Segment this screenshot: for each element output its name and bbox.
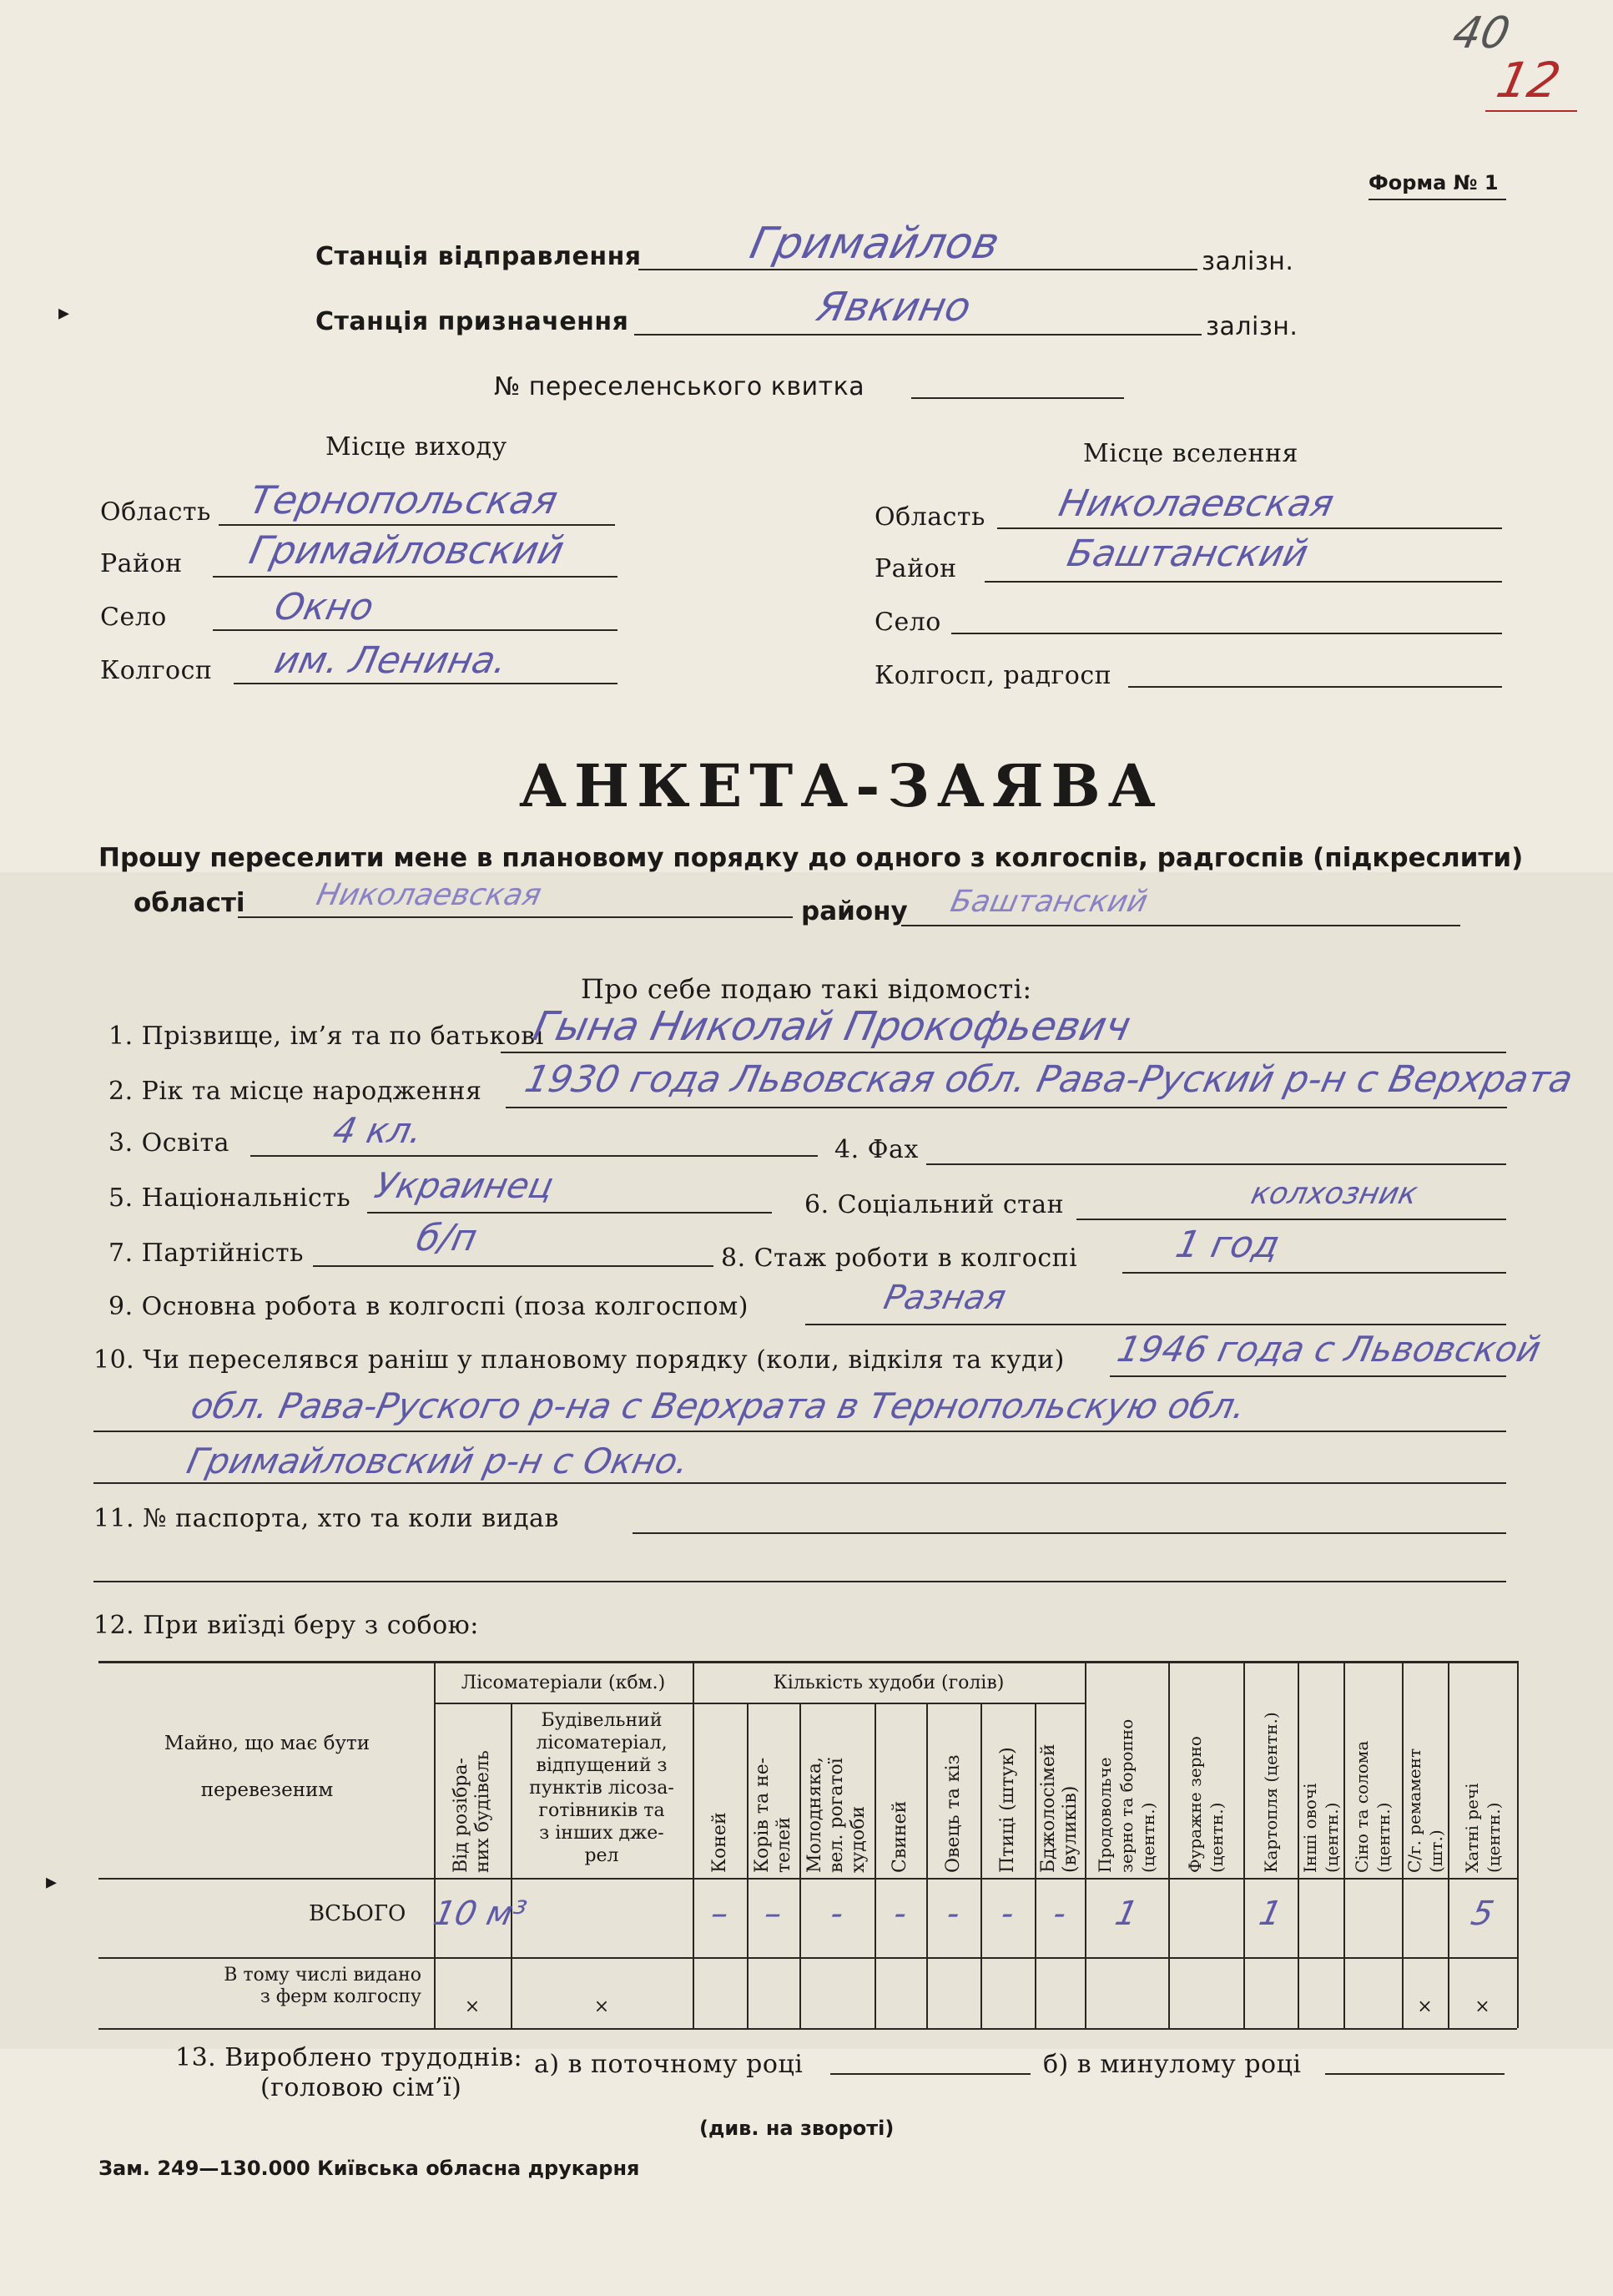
livestock-group-underline (693, 1703, 1085, 1704)
ticket-line (911, 397, 1124, 399)
workdays-label: 13. Вироблено трудоднів: (175, 2043, 523, 2072)
form-title: АНКЕТА-ЗАЯВА (519, 751, 1163, 820)
field-11-label: 11. № паспорта, хто та коли видав (93, 1504, 559, 1533)
timber-group-label: Лісоматеріали (кбм.) (461, 1673, 666, 1693)
dest-kolgosp-line (1128, 686, 1502, 688)
field-1-label: 1. Прізвище, ім’я та по батькові (108, 1022, 544, 1051)
table-column-header: Бджолосімей (вуликів) (1038, 1743, 1081, 1873)
field-9-value: Разная (880, 1279, 1010, 1317)
table-column-line (1448, 1661, 1449, 2028)
workdays-a-line (830, 2073, 1031, 2075)
field-10-label: 10. Чи переселявся раніш у плановому порядку (коли, відкіля та куди) (93, 1345, 1065, 1375)
table-cell: - (890, 1895, 911, 1933)
table-cell: – (707, 1895, 733, 1933)
field-10-value-line-1: 1946 года с Львовской (1113, 1329, 1545, 1370)
field-4-label: 4. Фах (834, 1135, 919, 1164)
dest-raion-line (985, 581, 1502, 583)
origin-heading: Місце виходу (325, 432, 507, 462)
destination-line (634, 334, 1202, 336)
table-column-line (980, 1703, 982, 2028)
workdays-b-label: б) в минулому році (1043, 2050, 1302, 2079)
field-2-value: 1930 года Львовская обл. Рава-Руский р-н с Верхрата (521, 1058, 1577, 1101)
destination-station-value: Явкино (813, 284, 975, 331)
request-raion-value: Баштанский (947, 885, 1151, 919)
field-10-line-2 (93, 1431, 1506, 1432)
departure-station-label: Станція відправлення (315, 242, 642, 271)
table-column-header: Коней (708, 1812, 730, 1873)
table-column-header: Від розібра- них будівель (451, 1750, 493, 1873)
table-bottom-border (98, 2028, 1517, 2030)
dest-raion-value: Баштанский (1063, 532, 1313, 575)
table-column-header: Свиней (890, 1800, 910, 1873)
table-column-header: Будівельний лісоматеріал, відпущений з пунктів лісоза- готівників та з інших дже- рел (529, 1710, 674, 1866)
table-column-header: Картопля (центн.) (1260, 1712, 1281, 1873)
origin-kolgosp-label: Колгосп (100, 656, 213, 685)
field-5-line (367, 1212, 772, 1214)
table-cell: - (997, 1895, 1018, 1933)
table-column-line (693, 1661, 694, 2028)
departure-line (638, 269, 1197, 270)
folio-underline (1485, 110, 1577, 112)
request-oblast-label: області (134, 888, 245, 918)
table-cell: 1 (1255, 1895, 1286, 1933)
table-column-line (511, 1703, 512, 2028)
field-4-line (926, 1163, 1506, 1165)
field-9-line (805, 1324, 1506, 1325)
field-3-value: 4 кл. (329, 1110, 426, 1151)
field-11-line-2 (93, 1581, 1506, 1582)
table-cell: - (1049, 1895, 1071, 1933)
dest-raion-label: Район (875, 554, 957, 583)
field-6-value: колхозник (1248, 1177, 1421, 1211)
dest-oblast-value: Николаевская (1055, 482, 1338, 525)
origin-raion-label: Район (100, 549, 183, 578)
field-10-line-3 (93, 1482, 1506, 1484)
field-8-label: 8. Стаж роботи в колгоспі (721, 1244, 1078, 1273)
field-10-line-1 (1110, 1375, 1506, 1377)
field-10-value-line-2: обл. Рава-Руского р-на с Верхрата в Тернопольскую обл. (187, 1385, 1250, 1426)
table-column-header: Фуражне зерно (центн.) (1185, 1736, 1227, 1873)
table-cell: × (464, 1996, 481, 2017)
table-cell: × (593, 1996, 610, 2017)
see-back-note: (див. на звороті) (699, 2117, 895, 2140)
table-cell: 1 (1111, 1895, 1142, 1933)
origin-oblast-value: Тернопольская (245, 477, 562, 522)
table-cell: – (760, 1895, 786, 1933)
request-oblast-value: Николаевская (313, 878, 545, 912)
table-column-header: Овець та кіз (942, 1754, 964, 1873)
workdays-sub: (головою сім’ї) (260, 2073, 462, 2102)
table-column-header: Сіно та солома (центн.) (1352, 1740, 1394, 1873)
field-8-line (1122, 1272, 1506, 1274)
request-raion-line (901, 925, 1460, 926)
ticket-label: № переселенського квитка (494, 372, 865, 401)
table-corner-label-1: Майно, що має бути (164, 1733, 370, 1754)
form-number: Форма № 1 (1369, 171, 1499, 194)
timber-group-underline (434, 1703, 693, 1704)
field-2-label: 2. Рік та місце народження (108, 1077, 482, 1106)
table-column-line (1517, 1661, 1519, 2028)
origin-oblast-line (219, 524, 615, 526)
table-column-line (799, 1703, 801, 2028)
field-9-label: 9. Основна робота в колгоспі (поза колгоспом) (108, 1292, 749, 1321)
table-cell: 5 (1467, 1895, 1498, 1933)
field-8-value: 1 год (1172, 1224, 1283, 1266)
form-number-underline (1369, 199, 1506, 200)
table-top-border (98, 1661, 1517, 1663)
request-text: Прошу переселити мене в плановому порядку до одного з колгоспів, радгоспів (підкреслити) (98, 843, 1524, 873)
field-1-line (501, 1052, 1506, 1053)
printer-imprint: Зам. 249—130.000 Київська обласна друкарня (98, 2157, 640, 2180)
table-column-line (1343, 1661, 1345, 2028)
destination-station-label: Станція призначення (315, 307, 629, 336)
table-corner-label-2: перевезеним (200, 1779, 334, 1801)
departure-rail-suffix: залізн. (1202, 247, 1294, 276)
row-total-label: ВСЬОГО (309, 1901, 406, 1926)
request-oblast-line (238, 916, 793, 918)
table-column-line (875, 1703, 876, 2028)
dest-selo-line (951, 633, 1502, 634)
table-cell: - (826, 1895, 848, 1933)
origin-oblast-label: Область (100, 497, 211, 527)
table-cell: - (943, 1895, 964, 1933)
table-column-header: Молодняка, вел. рогатої худоби (804, 1757, 869, 1873)
table-total-bottom (98, 1957, 1517, 1959)
field-7-value: б/п (412, 1217, 481, 1259)
info-heading: Про себе подаю такі відомості: (581, 973, 1032, 1005)
field-5-value: Украинец (370, 1165, 557, 1206)
table-column-line (434, 1661, 436, 2028)
livestock-group-label: Кількість худоби (голів) (773, 1673, 1005, 1693)
field-3-label: 3. Освіта (108, 1128, 230, 1158)
table-column-header: Хатні речі (центн.) (1461, 1783, 1504, 1873)
dest-selo-label: Село (875, 608, 941, 637)
table-cell: × (1474, 1996, 1490, 2017)
table-column-line (1085, 1661, 1086, 2028)
table-cell: 10 м³ (430, 1895, 530, 1933)
dest-heading: Місце вселення (1083, 439, 1298, 468)
table-header-bottom (98, 1878, 1517, 1880)
dest-oblast-label: Область (875, 502, 985, 532)
margin-mark: ▸ (58, 300, 70, 325)
origin-selo-label: Село (100, 603, 167, 632)
table-column-line (1243, 1661, 1245, 2028)
table-column-header: Інші овочі (центн.) (1300, 1783, 1342, 1873)
table-column-line (747, 1703, 749, 2028)
field-6-label: 6. Соціальний стан (804, 1190, 1065, 1219)
field-11-line-1 (633, 1532, 1506, 1534)
table-cell: × (1417, 1996, 1433, 2017)
dest-kolgosp-label: Колгосп, радгосп (875, 661, 1112, 690)
table-column-line (1168, 1661, 1170, 2028)
origin-raion-line (213, 576, 617, 578)
workdays-b-line (1325, 2073, 1505, 2075)
origin-raion-value: Гримайловский (245, 527, 568, 573)
table-column-header: С/г. ремамент (шт.) (1404, 1748, 1446, 1873)
folio-old: 40 (1448, 8, 1515, 58)
departure-station-value: Гримайлов (745, 219, 1004, 269)
table-column-line (1035, 1703, 1036, 2028)
dest-oblast-line (997, 527, 1502, 529)
field-10-value-line-3: Гримайловский р-н с Окно. (183, 1441, 693, 1481)
destination-rail-suffix: залізн. (1206, 312, 1298, 341)
folio-new: 12 (1491, 52, 1566, 108)
table-column-line (926, 1703, 928, 2028)
field-7-label: 7. Партійність (108, 1239, 304, 1268)
field-7-line (313, 1265, 713, 1267)
table-column-header: Корів та не- телей (751, 1757, 794, 1873)
field-12-label: 12. При виїзді беру з собою: (93, 1611, 479, 1640)
origin-selo-line (213, 629, 617, 631)
row-farm-label: В тому числі видано з ферм колгоспу (224, 1965, 421, 2007)
request-raion-label: району (801, 896, 908, 926)
field-5-label: 5. Національність (108, 1183, 351, 1213)
field-3-line (250, 1155, 818, 1157)
field-1-value: Гына Николай Прокофьевич (529, 1003, 1135, 1050)
workdays-a-label: а) в поточному році (534, 2050, 804, 2079)
table-column-header: Продовольче зерно та боропно (центн.) (1095, 1718, 1158, 1873)
origin-selo-value: Окно (270, 586, 378, 628)
field-2-line (506, 1107, 1507, 1108)
origin-kolgosp-line (234, 683, 617, 684)
field-6-line (1076, 1219, 1506, 1220)
table-column-header: Птиці (штук) (996, 1747, 1018, 1873)
margin-mark: ▸ (46, 1870, 58, 1895)
origin-kolgosp-value: им. Ленина. (270, 639, 512, 682)
